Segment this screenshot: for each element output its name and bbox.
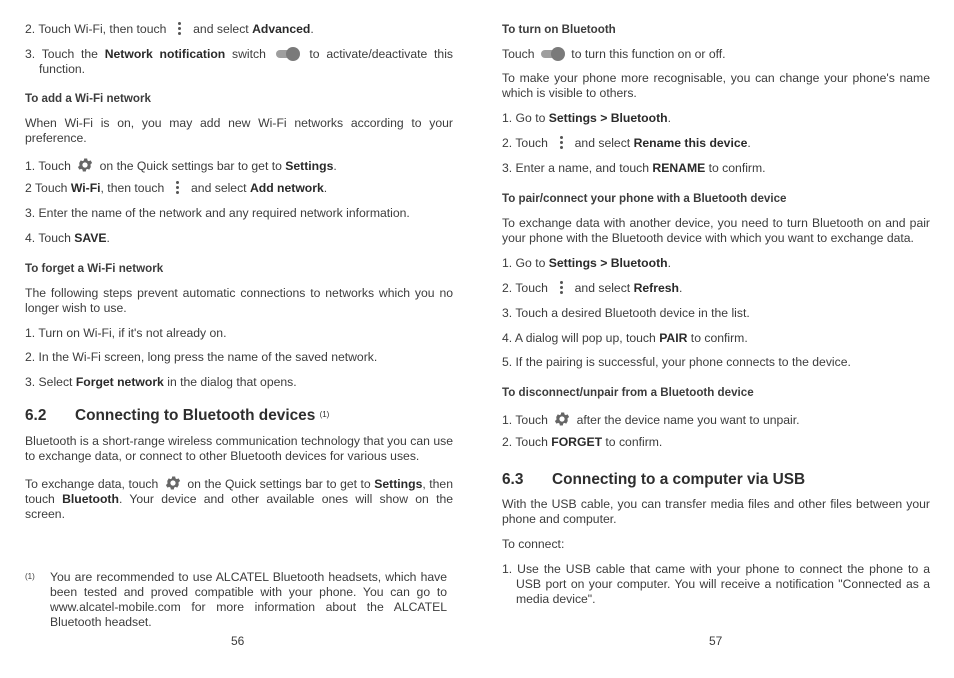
more-vert-icon	[555, 281, 567, 295]
add-wifi-intro: When Wi-Fi is on, you may add new Wi-Fi networks according to your preference.	[25, 116, 453, 145]
bluetooth-intro: Bluetooth is a short-range wireless communication technology that you can use to exchange data, or connect to other Bluetooth devices for various uses.	[25, 434, 453, 463]
add-wifi-heading: To add a Wi-Fi network	[25, 92, 151, 105]
wifi-step-2: 2. Touch Wi-Fi, then touch and select Advanced.	[25, 22, 314, 36]
pair-step-4: 4. A dialog will pop up, touch PAIR to confirm.	[502, 331, 748, 345]
usb-intro: With the USB cable, you can transfer media files and other files between your phone and computer.	[502, 497, 930, 526]
page-number: 56	[231, 634, 245, 648]
rename-step-1: 1. Go to Settings > Bluetooth.	[502, 111, 671, 125]
unpair-heading: To disconnect/unpair from a Bluetooth device	[502, 386, 754, 399]
recognisable-text: To make your phone more recognisable, you can change your phone's name which is visible to others.	[502, 71, 930, 100]
forget-wifi-step-1: 1. Turn on Wi-Fi, if it's not already on.	[25, 326, 227, 340]
pair-step-1: 1. Go to Settings > Bluetooth.	[502, 256, 671, 270]
wifi-step-3: 3. Touch the Network notification switch to activate/deactivate this function.	[25, 47, 453, 76]
more-vert-icon	[555, 136, 567, 150]
forget-wifi-step-2: 2. In the Wi-Fi screen, long press the name of the saved network.	[25, 350, 378, 364]
pair-step-2: 2. Touch and select Refresh.	[502, 281, 683, 295]
turn-on-bluetooth-text: Touch to turn this function on or off.	[502, 47, 726, 61]
add-wifi-step-1: 1. Touch on the Quick settings bar to get to Settings.	[25, 156, 453, 174]
add-wifi-step-4: 4. Touch SAVE.	[25, 231, 110, 245]
rename-step-2: 2. Touch and select Rename this device.	[502, 136, 751, 150]
forget-wifi-intro: The following steps prevent automatic connections to networks which you no longer wish to use.	[25, 286, 453, 315]
rename-step-3: 3. Enter a name, and touch RENAME to confirm.	[502, 161, 766, 175]
footnote: (1) You are recommended to use ALCATEL Bluetooth headsets, which have been tested and proved compatible with your phone. You can go to www.alcatel-mobile.com for more information about the ALCATEL Bluetooth headset.	[25, 570, 447, 629]
forget-wifi-heading: To forget a Wi-Fi network	[25, 262, 164, 275]
gear-icon	[76, 156, 94, 174]
more-vert-icon	[172, 181, 184, 195]
bluetooth-exchange: To exchange data, touch on the Quick settings bar to get to Settings, then touch Bluetooth. Your device and other available ones will show on the screen.	[25, 474, 453, 522]
add-wifi-step-3: 3. Enter the name of the network and any required network information.	[25, 206, 410, 220]
more-vert-icon	[174, 22, 186, 36]
unpair-step-1: 1. Touch after the device name you want to unpair.	[502, 410, 930, 428]
usb-connect-label: To connect:	[502, 537, 565, 551]
section-heading-6-2: 6.2 Connecting to Bluetooth devices $^{(1)}$	[25, 407, 330, 424]
pair-heading: To pair/connect your phone with a Bluetooth device	[502, 192, 787, 205]
section-heading-6-3: 6.3 Connecting to a computer via USB	[502, 471, 806, 488]
page-number: 57	[709, 634, 723, 648]
gear-icon	[164, 474, 182, 492]
turn-on-bluetooth-heading: To turn on Bluetooth	[502, 23, 616, 36]
add-wifi-step-2: 2 Touch Wi-Fi, then touch and select Add network.	[25, 181, 328, 195]
pair-step-5: 5. If the pairing is successful, your phone connects to the device.	[502, 355, 851, 369]
pair-step-3: 3. Touch a desired Bluetooth device in the list.	[502, 306, 750, 320]
toggle-switch-icon	[276, 47, 300, 61]
gear-icon	[553, 410, 571, 428]
toggle-switch-icon	[541, 47, 565, 61]
pair-intro: To exchange data with another device, you need to turn Bluetooth on and pair your phone with the Bluetooth device with which you want to exchange data.	[502, 216, 930, 245]
usb-step-1: 1. Use the USB cable that came with your phone to connect the phone to a USB port on your computer. You will receive a notification "Connected as a media device".	[502, 562, 930, 606]
unpair-step-2: 2. Touch FORGET to confirm.	[502, 435, 663, 449]
forget-wifi-step-3: 3. Select Forget network in the dialog that opens.	[25, 375, 297, 389]
